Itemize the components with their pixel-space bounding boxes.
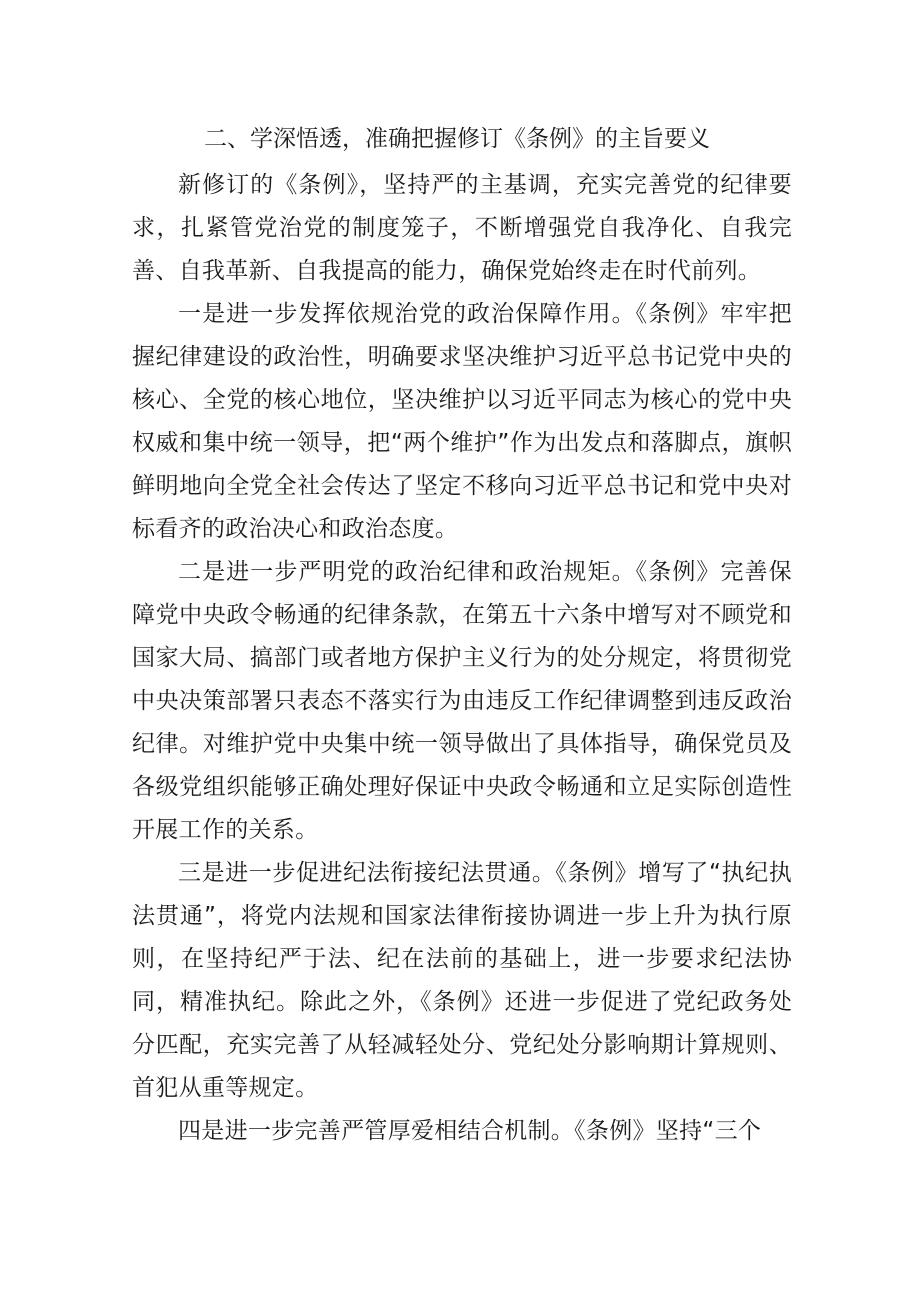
- paragraph-point-three: 三是进一步促进纪法衔接纪法贯通。《条例》增写了“执纪执法贯通”，将党内法规和国家法律衔接协调进一步上升为执行原则，在坚持纪严于法、纪在法前的基础上，进一步要求纪法协同，精准执纪。除此之外，《条例》还进一步促进了党纪政务处分匹配，充实完善了从轻减轻处分、党纪处分影响期计算规则、首犯从重等规定。: [132, 860, 792, 1101]
- paragraph-point-one: 一是进一步发挥依规治党的政治保障作用。《条例》牢牢把握纪律建设的政治性，明确要求坚决维护习近平总书记党中央的核心、全党的核心地位，坚决维护以习近平同志为核心的党中央权威和集中统一领导，把“两个维护”作为出发点和落脚点，旗帜鲜明地向全党全社会传达了坚定不移向习近平总书记和党中央对标看齐的政治决心和政治态度。: [132, 301, 792, 542]
- paragraph-point-two: 二是进一步严明党的政治纪律和政治规矩。《条例》完善保障党中央政令畅通的纪律条款，在第五十六条中增写对不顾党和国家大局、搞部门或者地方保护主义行为的处分规定，将贯彻党中央决策部署只表态不落实行为由违反工作纪律调整到违反政治纪律。对维护党中央集中统一领导做出了具体指导，确保党员及各级党组织能够正确处理好保证中央政令畅通和立足实际创造性开展工作的关系。: [132, 559, 792, 843]
- document-body: [132, 114, 792, 1153]
- paragraph-intro: 新修订的《条例》，坚持严的主基调，充实完善党的纪律要求，扎紧管党治党的制度笼子，不断增强党自我净化、自我完善、自我革新、自我提高的能力，确保党始终走在时代前列。: [132, 172, 792, 284]
- section-heading: 二、学深悟透，准确把握修订《条例》的主旨要义: [204, 126, 710, 152]
- paragraph-point-four: 四是进一步完善严管厚爱相结合机制。《条例》坚持“三个: [178, 1118, 762, 1144]
